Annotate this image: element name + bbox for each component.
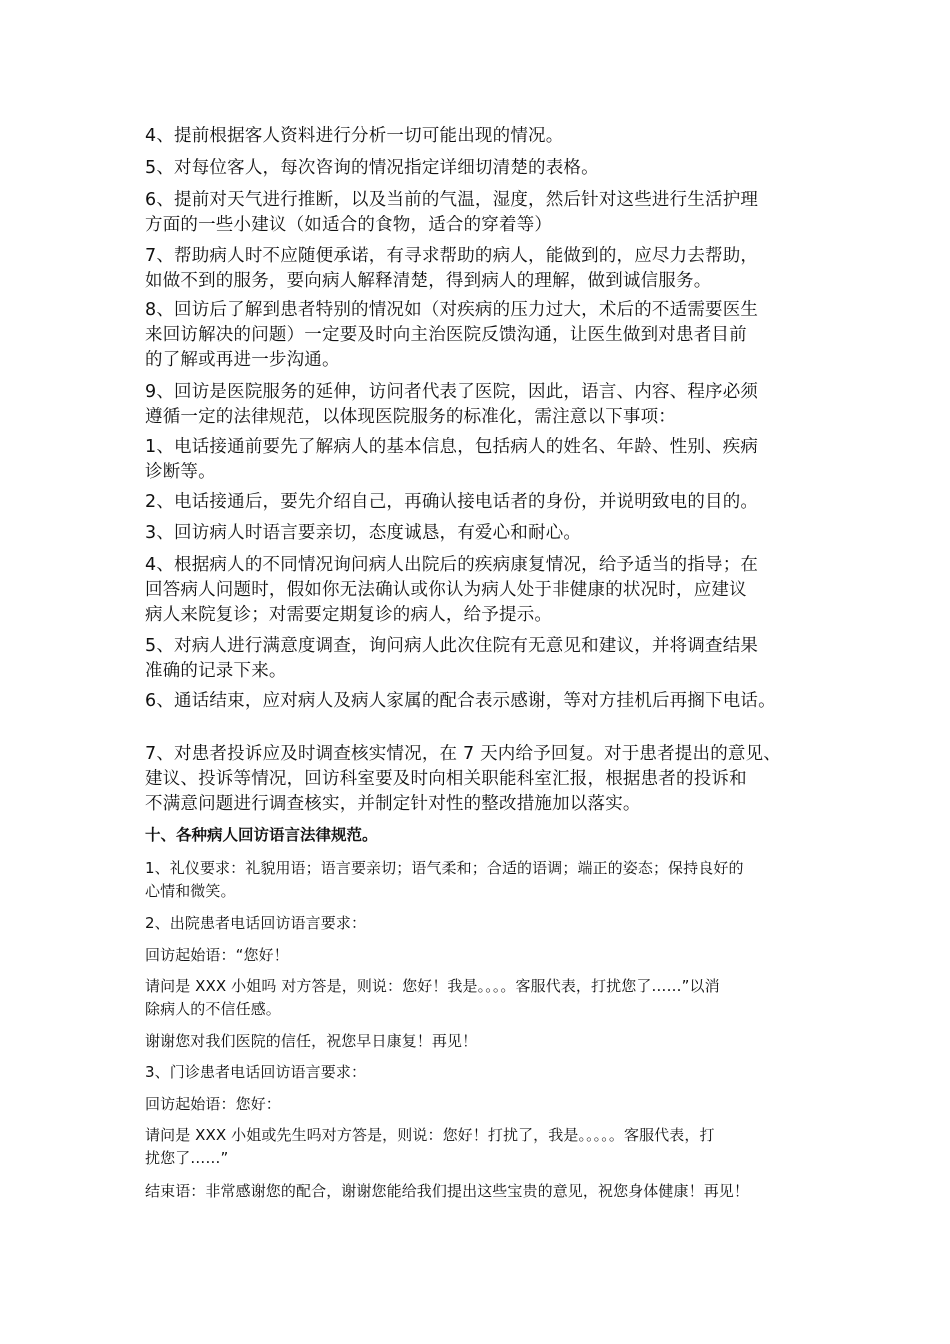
text-line: 心情和微笑。 <box>145 882 236 900</box>
text-line: 6、通话结束，应对病人及病人家属的配合表示感谢，等对方挂机后再搁下电话。 <box>145 691 776 711</box>
paragraph-sub-4 <box>145 553 825 628</box>
text-line: 4、提前根据客人资料进行分析一切可能出现的情况。 <box>145 126 564 146</box>
text-line: 8、回访后了解到患者特别的情况如（对疾病的压力过大，术后的不适需要医生 <box>145 300 759 320</box>
small-paragraph-discharge-title <box>145 912 825 935</box>
text-line: 不满意问题进行调查核实，并制定针对性的整改措施加以落实。 <box>145 794 641 814</box>
text-line: 回访起始语：“您好！ <box>145 946 289 964</box>
text-line: 来回访解决的问题）一定要及时向主治医院反馈沟通，让医生做到对患者目前 <box>145 325 747 345</box>
paragraph-item-4 <box>145 124 825 149</box>
small-paragraph-greeting <box>145 975 825 1021</box>
paragraph-sub-3 <box>145 521 825 546</box>
text-line: 5、对每位客人，每次咨询的情况指定详细切清楚的表格。 <box>145 158 599 178</box>
text-line: 1、电话接通前要先了解病人的基本信息，包括病人的姓名、年龄、性别、疾病 <box>145 437 759 457</box>
text-line: 诊断等。 <box>145 462 216 482</box>
text-line: 建议、投诉等情况，回访科室要及时向相关职能科室汇报，根据患者的投诉和 <box>145 769 747 789</box>
text-line: 4、根据病人的不同情况询问病人出院后的疾病康复情况，给予适当的指导；在 <box>145 555 759 575</box>
paragraph-item-8 <box>145 298 825 373</box>
small-paragraph-etiquette <box>145 857 825 903</box>
text-line: 扰您了……” <box>145 1149 229 1167</box>
text-line: 2、电话接通后，要先介绍自己，再确认接电话者的身份，并说明致电的目的。 <box>145 492 759 512</box>
text-line: 的了解或再进一步沟通。 <box>145 350 340 370</box>
text-line: 请问是 XXX 小姐或先生吗对方答是，则说：您好！打扰了，我是。。。。。客服代表，打 <box>145 1126 715 1144</box>
text-line: 2、出院患者电话回访语言要求： <box>145 914 367 932</box>
paragraph-sub-7 <box>145 742 825 817</box>
paragraph-sub-6 <box>145 689 825 714</box>
small-paragraph-opening <box>145 944 825 967</box>
text-line: 7、对患者投诉应及时调查核实情况，在 7 天内给予回复。对于患者提出的意见、 <box>145 744 781 764</box>
section-heading: 十、各种病人回访语言法律规范。 <box>145 826 378 844</box>
small-paragraph-opening-2 <box>145 1093 825 1116</box>
paragraph-item-5 <box>145 156 825 181</box>
text-line: 3、回访病人时语言要亲切，态度诚恳，有爱心和耐心。 <box>145 523 582 543</box>
small-paragraph-outpatient-title <box>145 1061 825 1084</box>
text-line: 方面的一些小建议（如适合的食物，适合的穿着等） <box>145 215 553 235</box>
text-line: 结束语：非常感谢您的配合，谢谢您能给我们提出这些宝贵的意见，祝您身体健康！再见！ <box>145 1182 750 1200</box>
paragraph-sub-5 <box>145 634 825 684</box>
text-line: 回访起始语：您好： <box>145 1095 281 1113</box>
text-line: 如做不到的服务，要向病人解释清楚，得到病人的理解，做到诚信服务。 <box>145 271 712 291</box>
small-paragraph-closing <box>145 1180 825 1203</box>
text-line: 请问是 XXX 小姐吗 对方答是，则说：您好！我是。。。。客服代表，打扰您了……”以消 <box>145 977 720 995</box>
paragraph-item-7 <box>145 244 825 294</box>
text-line: 遵循一定的法律规范，以体现医院服务的标准化，需注意以下事项： <box>145 407 676 427</box>
text-line: 5、对病人进行满意度调查，询问病人此次住院有无意见和建议，并将调查结果 <box>145 636 759 656</box>
paragraph-sub-2 <box>145 490 825 515</box>
paragraph-sub-1 <box>145 435 825 485</box>
small-paragraph-greeting-2 <box>145 1124 825 1170</box>
text-line: 准确的记录下来。 <box>145 661 287 681</box>
text-line: 6、提前对天气进行推断，以及当前的气温，湿度，然后针对这些进行生活护理 <box>145 190 759 210</box>
text-line: 病人来院复诊；对需要定期复诊的病人，给予提示。 <box>145 605 553 625</box>
text-line: 3、门诊患者电话回访语言要求： <box>145 1063 367 1081</box>
paragraph-item-6 <box>145 188 825 238</box>
text-line: 谢谢您对我们医院的信任，祝您早日康复！再见！ <box>145 1032 478 1050</box>
small-paragraph-thanks <box>145 1030 825 1053</box>
text-line: 除病人的不信任感。 <box>145 1000 281 1018</box>
text-line: 1、礼仪要求：礼貌用语；语言要亲切；语气柔和；合适的语调；端正的姿态；保持良好的 <box>145 859 744 877</box>
text-line: 7、帮助病人时不应随便承诺，有寻求帮助的病人，能做到的，应尽力去帮助， <box>145 246 759 266</box>
text-line: 9、回访是医院服务的延伸，访问者代表了医院，因此，语言、内容、程序必须 <box>145 382 759 402</box>
paragraph-item-9 <box>145 380 825 430</box>
text-line: 回答病人问题时，假如你无法确认或你认为病人处于非健康的状况时，应建议 <box>145 580 747 600</box>
